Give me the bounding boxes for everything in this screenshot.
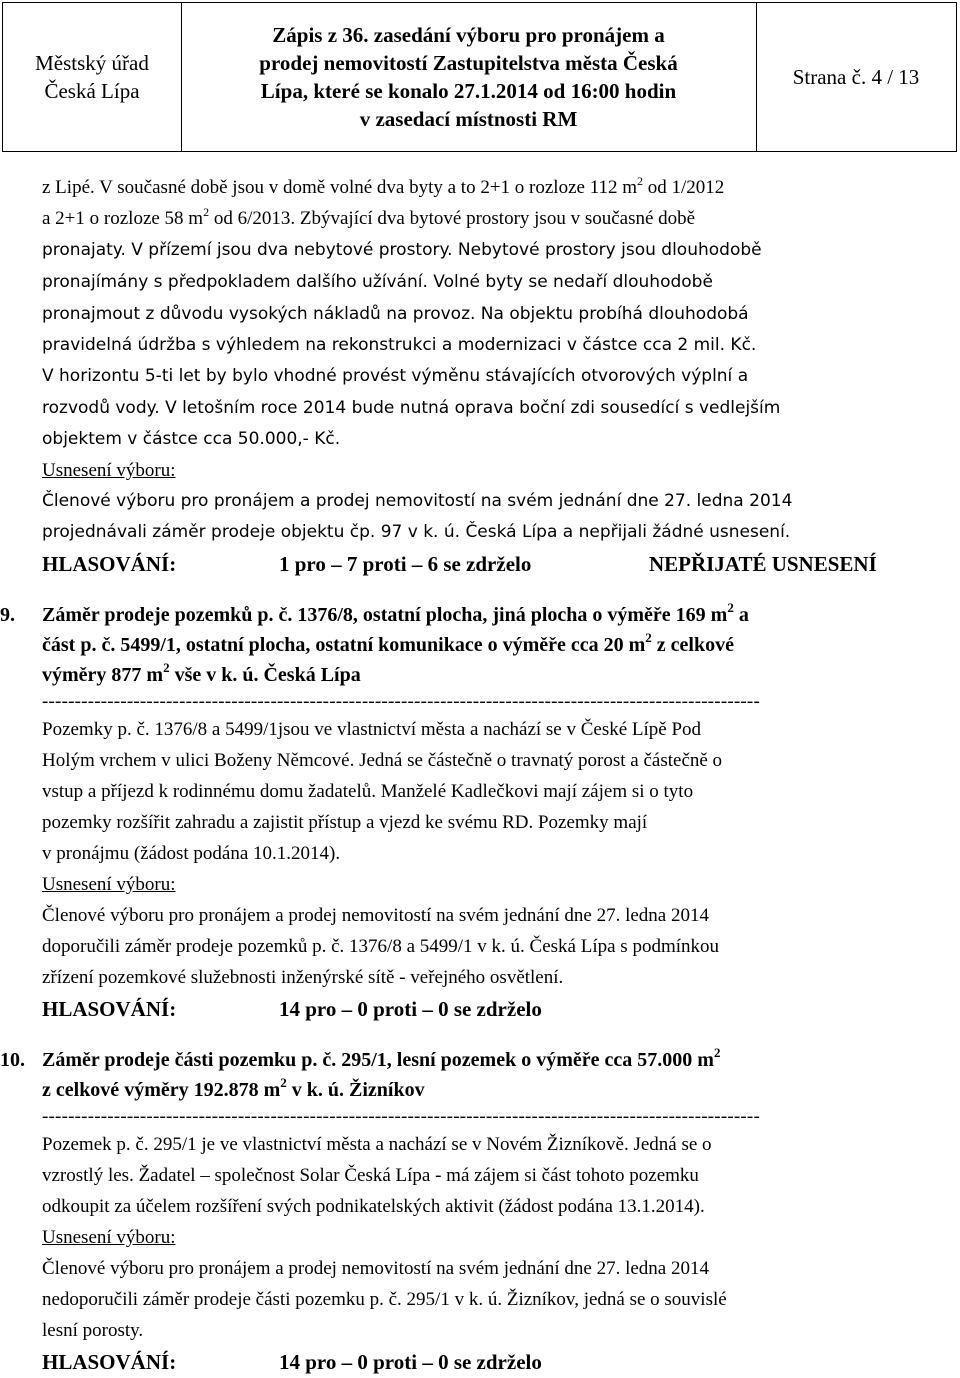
- item-number: 10.: [0, 1049, 25, 1071]
- org-line-2: Česká Lípa: [44, 79, 140, 103]
- text-line: pravidelná údržba s výhledem na rekonstrukci a modernizaci v částce cca 2 mil. Kč.: [42, 335, 757, 355]
- resolution-label: Usnesení výboru:: [42, 874, 176, 895]
- text-line: Pozemek p. č. 295/1 je ve vlastnictví města a nachází se v Novém Žizníkově. Jedná se o: [42, 1134, 712, 1155]
- vote-outcome: NEPŘIJATÉ USNESENÍ: [649, 552, 877, 576]
- header-organization: [3, 3, 182, 151]
- resolution-label: Usnesení výboru:: [42, 1227, 176, 1248]
- text-line: vstup a příjezd k rodinnému domu žadatelů. Manželé Kadlečkovi mají zájem si o tyto: [42, 781, 694, 802]
- document-header: [2, 2, 957, 152]
- text-line: odkoupit za účelem rozšíření svých podnikatelských aktivit (žádost podána 13.1.2014).: [42, 1196, 705, 1217]
- resolution-label: Usnesení výboru:: [42, 460, 176, 481]
- vote-counts: 1 pro – 7 proti – 6 se zdrželo: [279, 552, 532, 576]
- resolution-text: nedoporučili záměr prodeje části pozemku p. č. 295/1 v k. ú. Žizníkov, jedná se o souvislé: [42, 1289, 727, 1310]
- org-line-1: Městský úřad: [35, 51, 149, 75]
- resolution-text: lesní porosty.: [42, 1320, 144, 1341]
- title-line-3: Lípa, které se konalo 27.1.2014 od 16:00 hodin: [260, 79, 677, 103]
- text-line: V horizontu 5-ti let by bylo vhodné provést výměnu stávajících otvorových výplní a: [42, 366, 749, 386]
- vote-counts: 14 pro – 0 proti – 0 se zdrželo: [279, 997, 542, 1021]
- item-number: 9.: [0, 604, 15, 626]
- item-10: [0, 1045, 947, 1378]
- vote-label: HLASOVÁNÍ:: [42, 552, 177, 576]
- resolution-text: zřízení pozemkové služebnosti inženýrské sítě - veřejného osvětlení.: [42, 967, 564, 988]
- title-line-1: Zápis z 36. zasedání výboru pro pronájem a: [272, 23, 665, 47]
- resolution-text: Členové výboru pro pronájem a prodej nemovitostí na svém jednání dne 27. ledna 2014: [42, 491, 793, 511]
- page-number: Strana č. 4 / 13: [792, 64, 920, 89]
- title-line-4: v zasedací místnosti RM: [359, 107, 578, 131]
- resolution-text: Členové výboru pro pronájem a prodej nemovitostí na svém jednání dne 27. ledna 2014: [42, 1258, 709, 1279]
- item-9: [0, 600, 947, 1025]
- text-line: pronajaty. V přízemí jsou dva nebytové prostory. Nebytové prostory jsou dlouhodobě: [42, 240, 762, 260]
- text-line: a 2+1 o rozloze 58 $m^2$ od 6/2013. Zbývající dva bytové prostory jsou v současné době: [42, 205, 696, 229]
- text-line: pronajmout z důvodu vysokých nákladů na provoz. Na objektu probíhá dlouhodobá: [42, 304, 749, 324]
- separator-line: --------------------------------------------------------------------------------------------------------------: [42, 1106, 760, 1127]
- text-line: v pronájmu (žádost podána 10.1.2014).: [42, 843, 341, 864]
- document-body: [0, 172, 947, 1378]
- text-line: objektem v částce cca 50.000,- Kč.: [42, 429, 341, 449]
- vote-result: [42, 993, 947, 1025]
- text-line: pozemky rozšířit zahradu a zajistit přístup a vjezd ke svému RD. Pozemky mají: [42, 812, 648, 833]
- item-heading: 10. Záměr prodeje části pozemku p. č. 295/1, lesní pozemek o výměře cca 57.000 $m^2$ z celkové výměry 192.878 $m^2$ v k. ú. Žizníkov: [0, 1045, 947, 1105]
- text-line: vzrostlý les. Žadatel – společnost Solar Česká Lípa - má zájem si část tohoto pozemku: [42, 1165, 699, 1186]
- vote-result: [42, 1346, 947, 1378]
- separator-line: --------------------------------------------------------------------------------------------------------------: [42, 691, 760, 712]
- item-heading: 9. Záměr prodeje pozemků p. č. 1376/8, ostatní plocha, jiná plocha o výměře 169 $m^2$ a část p. č. 5499/1, ostatní plocha, ostatní komunikace o výměře cca 20 $m^2$ z celkové výměry 877 $m^2$ vše v k. ú. Česká Lípa: [0, 600, 947, 690]
- vote-counts: 14 pro – 0 proti – 0 se zdrželo: [279, 1350, 542, 1374]
- vote-result: [42, 548, 947, 580]
- intro-section: [42, 172, 947, 580]
- text-line: Pozemky p. č. 1376/8 a 5499/1jsou ve vlastnictví města a nachází se v České Lípě Pod: [42, 719, 702, 740]
- title-line-2: prodej nemovitostí Zastupitelstva města Česká: [259, 51, 678, 75]
- header-title: [181, 3, 757, 151]
- text-line: pronajímány s předpokladem dalšího užívání. Volné byty se nedaří dlouhodobě: [42, 272, 713, 292]
- resolution-text: projednávali záměr prodeje objektu čp. 97 v k. ú. Česká Lípa a nepřijali žádné usnesení.: [42, 522, 791, 542]
- resolution-text: doporučili záměr prodeje pozemků p. č. 1376/8 a 5499/1 v k. ú. Česká Lípa s podmínkou: [42, 936, 719, 957]
- vote-label: HLASOVÁNÍ:: [42, 1350, 177, 1374]
- text-line: z Lipé. V současné době jsou v domě volné dva byty a to 2+1 o rozloze 112 $m^2$ od 1/2012: [42, 174, 725, 198]
- text-line: Holým vrchem v ulici Boženy Němcové. Jedná se částečně o travnatý porost a částečně o: [42, 750, 723, 771]
- vote-label: HLASOVÁNÍ:: [42, 997, 177, 1021]
- text-line: rozvodů vody. V letošním roce 2014 bude nutná oprava boční zdi sousedící s vedlejším: [42, 398, 781, 418]
- resolution-text: Členové výboru pro pronájem a prodej nemovitostí na svém jednání dne 27. ledna 2014: [42, 905, 709, 926]
